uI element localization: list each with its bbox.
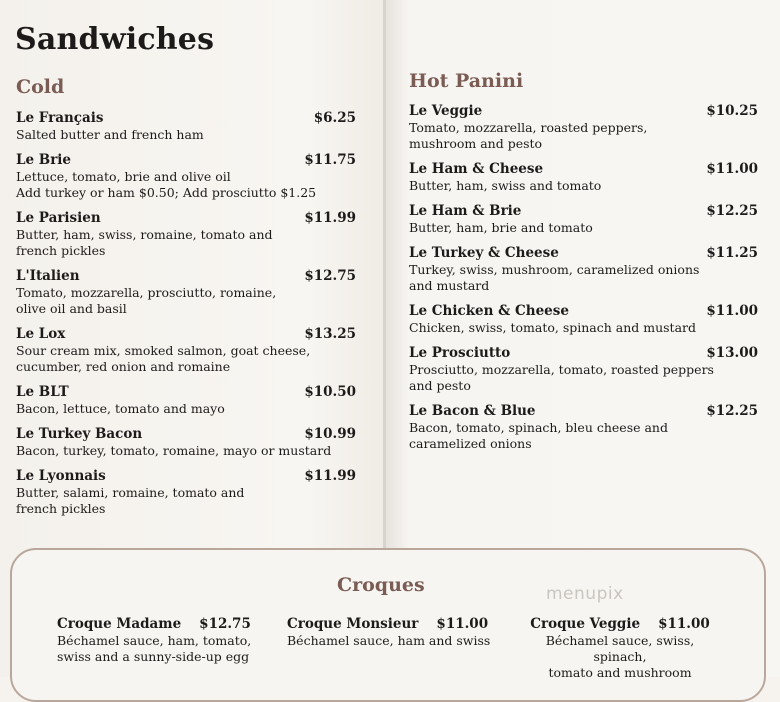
menu-item-price: $11.75 xyxy=(304,152,356,168)
croque-item-description: tomato and mushroom xyxy=(548,665,692,680)
menu-item-price: $6.25 xyxy=(313,110,356,126)
menu-item-name: Le Parisien xyxy=(16,210,101,226)
menu-item-price: $11.00 xyxy=(706,303,758,319)
menu-item xyxy=(16,152,356,201)
croque-item xyxy=(287,613,497,649)
menu-item xyxy=(16,210,356,259)
menu-item-price: $10.99 xyxy=(304,426,356,442)
menu-item xyxy=(409,245,758,294)
menu-item-price: $13.25 xyxy=(304,326,356,342)
menu-item-name: Le Bacon & Blue xyxy=(409,403,536,419)
menu-item-name: Le Ham & Cheese xyxy=(409,161,544,177)
menu-item-description: Butter, ham, brie and tomato xyxy=(409,220,593,235)
menu-item-description: olive oil and basil xyxy=(16,301,127,316)
menu-item-description: mushroom and pesto xyxy=(409,136,543,151)
croques-heading: Croques xyxy=(337,574,425,596)
menu-item-name: Le BLT xyxy=(16,384,69,400)
cold-heading: Cold xyxy=(16,76,65,98)
croque-item-name: Croque Madame xyxy=(57,616,182,632)
menu-item-description: Tomato, mozzarella, roasted peppers, xyxy=(409,120,648,135)
menu-item-description: Bacon, lettuce, tomato and mayo xyxy=(16,401,225,416)
menu-item-price: $11.99 xyxy=(304,210,356,226)
menu-item xyxy=(16,268,356,317)
croque-item xyxy=(520,613,720,681)
menu-item-name: Le Lyonnais xyxy=(16,468,106,484)
menu-item-name: Le Brie xyxy=(16,152,72,168)
menu-item-price: $11.25 xyxy=(706,245,758,261)
cold-sandwich-list xyxy=(16,110,356,517)
menu-item-name: Le Ham & Brie xyxy=(409,203,522,219)
croque-item-description: Béchamel sauce, ham, tomato, xyxy=(57,633,252,648)
menu-item-description: caramelized onions xyxy=(409,436,532,451)
menu-item-price: $10.25 xyxy=(706,103,758,119)
menu-item-description: french pickles xyxy=(16,243,106,258)
menu-item-name: Le Turkey Bacon xyxy=(16,426,143,442)
menu-item-name: Le Turkey & Cheese xyxy=(409,245,559,261)
croque-item-price: $12.75 xyxy=(199,616,251,632)
menu-item-name: Le Lox xyxy=(16,326,66,342)
menu-item xyxy=(16,426,356,459)
menu-item-description: and mustard xyxy=(409,278,490,293)
menu-item-description: Butter, salami, romaine, tomato and xyxy=(16,485,245,500)
menu-item-name: Le Chicken & Cheese xyxy=(409,303,569,319)
menu-item-name: Le Français xyxy=(16,110,104,126)
menu-item xyxy=(16,384,356,417)
menu-item-description: Turkey, swiss, mushroom, caramelized onions xyxy=(409,262,700,277)
menu-item-description: Bacon, turkey, tomato, romaine, mayo or mustard xyxy=(16,443,332,458)
menu-item-description: french pickles xyxy=(16,501,106,516)
menu-item xyxy=(409,303,758,336)
menu-item-name: L'Italien xyxy=(16,268,80,284)
menu-item-description: Sour cream mix, smoked salmon, goat cheese, xyxy=(16,343,311,358)
croque-item-description: Béchamel sauce, swiss, spinach, xyxy=(545,633,695,664)
menu-item-price: $13.00 xyxy=(706,345,758,361)
watermark: menupix xyxy=(546,584,624,604)
menu-item-description: cucumber, red onion and romaine xyxy=(16,359,231,374)
menu-item-description: Butter, ham, swiss and tomato xyxy=(409,178,602,193)
menu-item xyxy=(409,203,758,236)
menu-item-description: Bacon, tomato, spinach, bleu cheese and xyxy=(409,420,668,435)
menu-item xyxy=(16,110,356,143)
croque-item-description: swiss and a sunny-side-up egg xyxy=(57,649,250,664)
croque-item-description: Béchamel sauce, ham and swiss xyxy=(287,633,491,648)
menu-item-description: Chicken, swiss, tomato, spinach and mustard xyxy=(409,320,697,335)
menu-item-name: Le Veggie xyxy=(409,103,483,119)
menu-item xyxy=(16,326,356,375)
menu-item-price: $12.25 xyxy=(706,403,758,419)
menu-item xyxy=(16,468,356,517)
menu-item-price: $12.75 xyxy=(304,268,356,284)
menu-item-description: Add turkey or ham $0.50; Add prosciutto $1.25 xyxy=(16,185,317,200)
menu-item-price: $10.50 xyxy=(304,384,356,400)
menu-item-description: Lettuce, tomato, brie and olive oil xyxy=(16,169,231,184)
hot-panini-list xyxy=(409,103,758,452)
menu-item xyxy=(409,345,758,394)
menu-item xyxy=(409,161,758,194)
menu-item-description: and pesto xyxy=(409,378,471,393)
menu-item-description: Tomato, mozzarella, prosciutto, romaine, xyxy=(16,285,277,300)
menu-item xyxy=(409,103,758,152)
menu-item xyxy=(409,403,758,452)
menu-item-price: $12.25 xyxy=(706,203,758,219)
croque-item-name: Croque Veggie xyxy=(530,616,641,632)
menu-title: Sandwiches xyxy=(15,22,215,57)
menu-item-price: $11.99 xyxy=(304,468,356,484)
menu-item-name: Le Prosciutto xyxy=(409,345,511,361)
menu-item-description: Salted butter and french ham xyxy=(16,127,204,142)
menu-item-price: $11.00 xyxy=(706,161,758,177)
croque-item-name: Croque Monsieur xyxy=(287,616,419,632)
croque-item-price: $11.00 xyxy=(436,616,489,632)
hot-panini-heading: Hot Panini xyxy=(409,70,524,92)
menu-item-description: Prosciutto, mozzarella, tomato, roasted peppers xyxy=(409,362,714,377)
croque-item-price: $11.00 xyxy=(658,616,710,632)
menu-item-description: Butter, ham, swiss, romaine, tomato and xyxy=(16,227,273,242)
croque-item xyxy=(57,613,257,665)
